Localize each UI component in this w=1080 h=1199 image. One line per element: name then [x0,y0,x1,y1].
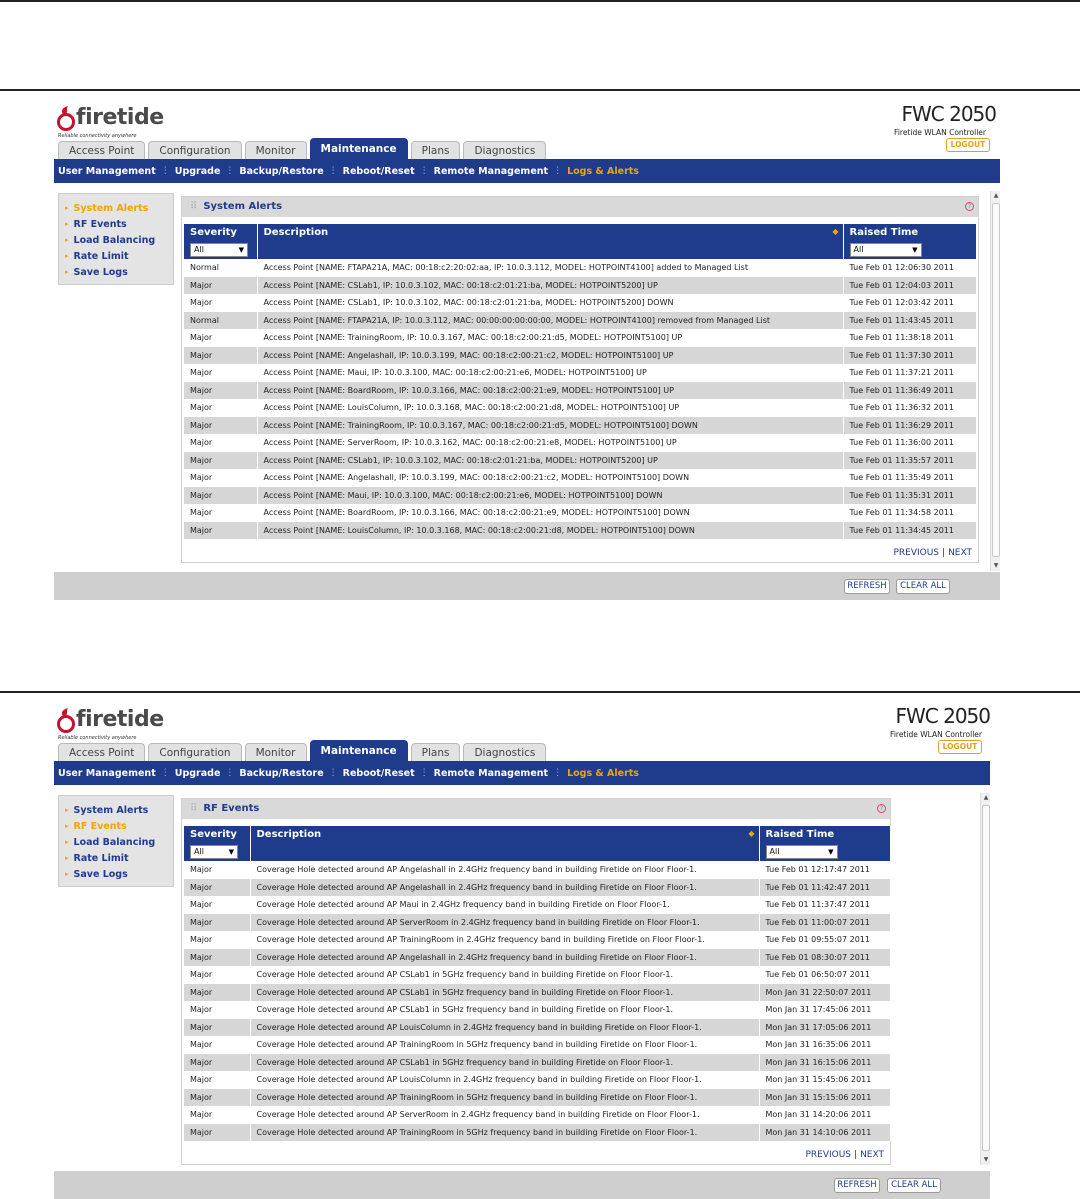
menu-label: System Alerts [73,202,149,214]
description-cell: Access Point [NAME: LouisColumn, IP: 10.0.3.168, MAC: 00:18:c2:00:21:d8, MODEL: HOTPOINT5100] DOWN [257,522,843,540]
dropdown-arrow-icon: ▼ [238,245,244,254]
next-link[interactable]: NEXT [948,548,972,558]
refresh-button[interactable]: REFRESH [844,579,890,594]
help-icon[interactable]: ? [965,202,974,211]
flame-logo-icon [56,106,76,132]
product-name: FWC 2050 [895,704,990,728]
description-cell: Coverage Hole detected around AP LouisColumn in 2.4GHz frequency band in building Firetide on Floor Floor-1. [250,1019,759,1037]
menu-save-logs[interactable] [59,866,173,882]
menu-system-alerts[interactable] [59,802,173,818]
table-row[interactable] [184,259,976,277]
menu-rf-events[interactable] [59,818,173,834]
table-row[interactable] [184,364,976,382]
severity-cell: Major [184,329,257,347]
description-cell: Coverage Hole detected around AP Angelashall in 2.4GHz frequency band in building Firetide on Floor Floor-1. [250,879,759,897]
tab-access-point[interactable]: Access Point [58,141,145,160]
scroll-thumb[interactable] [992,203,1000,557]
subnav-backup-restore[interactable]: Backup/Restore [239,165,324,177]
table-row[interactable] [184,861,890,879]
table-row[interactable] [184,522,976,540]
column-header-label: Description [256,828,322,840]
arrow-right-icon: ▸ [65,838,69,846]
dropdown-arrow-icon: ▼ [228,847,234,856]
filter-row [184,842,890,861]
subnav-reboot-reset[interactable]: Reboot/Reset [342,165,415,177]
table-row[interactable] [184,1106,890,1124]
menu-save-logs[interactable] [59,264,173,280]
refresh-button[interactable]: REFRESH [834,1178,880,1193]
column-header-label: Description [263,226,329,238]
severity-cell: Major [184,949,250,967]
table-row[interactable] [184,382,976,400]
subnav-upgrade[interactable]: Upgrade [174,165,221,177]
table-row[interactable] [184,294,976,312]
alerts-panel [181,196,979,563]
severity-cell: Major [184,417,257,435]
arrow-right-icon: ▸ [65,252,69,260]
table-row[interactable] [184,329,976,347]
pager-separator: | [854,1150,858,1160]
severity-cell: Major [184,1019,250,1037]
table-row[interactable] [184,1036,890,1054]
subnav-separator: ⋮ [160,768,170,778]
filter-cell [257,240,843,259]
severity-cell: Major [184,364,257,382]
severity-filter-select[interactable] [190,845,238,859]
arrow-right-icon: ▸ [65,236,69,244]
raised-time-cell: Mon Jan 31 15:15:06 2011 [759,1089,890,1107]
table-row[interactable] [184,277,976,295]
arrow-right-icon: ▸ [65,854,69,862]
raised-time-cell: Tue Feb 01 11:36:29 2011 [843,417,976,435]
select-value: All [194,244,204,254]
raised-time-cell: Tue Feb 01 12:04:03 2011 [843,277,976,295]
drag-grip-icon: ⠿ [190,201,198,212]
column-header-raised-time[interactable]: Raised Time [843,224,976,240]
scroll-up-icon[interactable]: ▲ [993,192,999,199]
severity-cell: Major [184,434,257,452]
severity-cell: Major [184,931,250,949]
raised-time-cell: Mon Jan 31 14:20:06 2011 [759,1106,890,1124]
severity-cell: Normal [184,312,257,330]
description-cell: Access Point [NAME: TrainingRoom, IP: 10.0.3.167, MAC: 00:18:c2:00:21:d5, MODEL: HOTPOINT5100] DOWN [257,417,843,435]
tab-plans[interactable]: Plans [411,141,461,160]
tab-plans[interactable]: Plans [411,743,461,762]
menu-system-alerts[interactable] [59,200,173,216]
table-row[interactable] [184,984,890,1002]
description-cell: Access Point [NAME: TrainingRoom, IP: 10.0.3.167, MAC: 00:18:c2:00:21:d5, MODEL: HOTPOINT5100] UP [257,329,843,347]
description-cell: Access Point [NAME: LouisColumn, IP: 10.0.3.168, MAC: 00:18:c2:00:21:d8, MODEL: HOTPOINT5100] UP [257,399,843,417]
divider-middle-2 [0,691,1080,693]
menu-rate-limit[interactable] [59,248,173,264]
severity-cell: Major [184,966,250,984]
scroll-up-icon[interactable]: ▲ [983,794,989,801]
table-row[interactable] [184,1071,890,1089]
menu-rate-limit[interactable] [59,850,173,866]
raised-time-cell: Tue Feb 01 11:36:32 2011 [843,399,976,417]
table-row[interactable] [184,487,976,505]
column-header-description[interactable] [250,826,759,842]
main-tabs [58,738,549,762]
divider-middle-1 [0,89,1080,91]
subnav-separator: ⋮ [419,768,429,778]
product-subtitle: Firetide WLAN Controller [890,730,982,739]
table-row[interactable] [184,879,890,897]
severity-cell: Normal [184,259,257,277]
description-cell: Access Point [NAME: FTAPA21A, MAC: 00:18:c2:20:02:aa, IP: 10.0.3.112, MODEL: HOTPOINT4100] added to Managed List [257,259,843,277]
severity-filter-select[interactable] [190,243,248,257]
raised-time-cell: Tue Feb 01 11:36:00 2011 [843,434,976,452]
logo-wordmark: firetide [76,105,164,130]
subnav-separator: ⋮ [419,166,429,176]
subnav-user-management[interactable]: User Management [58,767,156,779]
left-menu [58,193,174,285]
description-cell: Coverage Hole detected around AP LouisColumn in 2.4GHz frequency band in building Firetide on Floor Floor-1. [250,1071,759,1089]
subnav-separator: ⋮ [160,166,170,176]
tab-configuration[interactable]: Configuration [148,743,241,762]
table-row[interactable] [184,1019,890,1037]
menu-label: RF Events [73,820,127,832]
table-row[interactable] [184,966,890,984]
clear-all-button[interactable]: CLEAR ALL [896,579,950,594]
subnav-separator: ⋮ [225,768,235,778]
raised-time-cell: Tue Feb 01 11:42:47 2011 [759,879,890,897]
table-row[interactable] [184,504,976,522]
severity-cell: Major [184,382,257,400]
severity-cell: Major [184,347,257,365]
menu-label: Load Balancing [73,836,156,848]
alerts-table [184,224,977,539]
table-row[interactable] [184,312,976,330]
severity-cell: Major [184,914,250,932]
raised-time-cell: Tue Feb 01 12:17:47 2011 [759,861,890,879]
raised-time-cell: Tue Feb 01 12:03:42 2011 [843,294,976,312]
severity-cell: Major [184,879,250,897]
menu-label: Rate Limit [73,250,129,262]
description-cell: Access Point [NAME: Angelashall, IP: 10.0.3.199, MAC: 00:18:c2:00:21:c2, MODEL: HOTPOINT5100] UP [257,347,843,365]
logo-tagline: Reliable connectivity anywhere [58,133,137,139]
severity-cell: Major [184,277,257,295]
severity-cell: Major [184,452,257,470]
table-row[interactable] [184,347,976,365]
raised-time-filter-select[interactable] [850,243,922,257]
raised-time-cell: Tue Feb 01 11:36:49 2011 [843,382,976,400]
menu-label: RF Events [73,218,127,230]
scroll-down-icon[interactable]: ▼ [993,562,999,569]
arrow-right-icon: ▸ [65,870,69,878]
footer-bar [54,1171,990,1199]
filter-cell [843,240,976,259]
main-tabs [58,136,549,160]
menu-rf-events[interactable] [59,216,173,232]
logo-tagline: Reliable connectivity anywhere [58,735,137,741]
column-header-raised-time[interactable]: Raised Time [759,826,890,842]
previous-link[interactable]: PREVIOUS [893,548,940,558]
subnav-separator: ⋮ [328,768,338,778]
severity-cell: Major [184,896,250,914]
description-cell: Coverage Hole detected around AP Angelashall in 2.4GHz frequency band in building Firetide on Floor Floor-1. [250,949,759,967]
menu-label: Load Balancing [73,234,156,246]
severity-cell: Major [184,1036,250,1054]
raised-time-cell: Tue Feb 01 11:00:07 2011 [759,914,890,932]
menu-load-balancing[interactable] [59,232,173,248]
select-value: All [194,846,204,856]
raised-time-cell: Mon Jan 31 16:35:06 2011 [759,1036,890,1054]
panel-title-text: RF Events [203,803,260,814]
arrow-right-icon: ▸ [65,806,69,814]
arrow-right-icon: ▸ [65,204,69,212]
subnav-separator: ⋮ [328,166,338,176]
flame-logo-icon [56,708,76,734]
tab-configuration[interactable]: Configuration [148,141,241,160]
severity-cell: Major [184,469,257,487]
table-row[interactable] [184,1054,890,1072]
description-cell: Coverage Hole detected around AP CSLab1 in 5GHz frequency band in building Firetide on Floor Floor-1. [250,984,759,1002]
raised-time-cell: Tue Feb 01 11:37:30 2011 [843,347,976,365]
select-value: All [853,244,864,254]
help-icon[interactable]: ? [877,804,886,813]
arrow-right-icon: ▸ [65,268,69,276]
raised-time-cell: Tue Feb 01 11:34:45 2011 [843,522,976,540]
subnav-upgrade[interactable]: Upgrade [174,767,221,779]
panel-title [182,799,890,819]
description-cell: Access Point [NAME: BoardRoom, IP: 10.0.3.166, MAC: 00:18:c2:00:21:e9, MODEL: HOTPOINT5100] DOWN [257,504,843,522]
logo-wordmark: firetide [76,707,164,732]
panel-title-text: System Alerts [203,201,283,212]
raised-time-cell: Tue Feb 01 11:43:45 2011 [843,312,976,330]
screenshot-system-alerts [54,98,1000,601]
table-row[interactable] [184,949,890,967]
raised-time-cell: Tue Feb 01 11:35:57 2011 [843,452,976,470]
raised-time-cell: Tue Feb 01 11:38:18 2011 [843,329,976,347]
logout-button[interactable]: LOGOUT [938,740,982,754]
divider-top [0,0,1080,2]
select-value: All [769,846,780,856]
subnav-remote-management[interactable]: Remote Management [433,165,549,177]
filter-cell [759,842,890,861]
description-cell: Access Point [NAME: ServerRoom, IP: 10.0.3.162, MAC: 00:18:c2:00:21:e8, MODEL: HOTPOINT5100] UP [257,434,843,452]
panel-title [182,197,978,217]
column-header-description[interactable] [257,224,843,240]
subnav-remote-management[interactable]: Remote Management [433,767,549,779]
description-cell: Access Point [NAME: Maui, IP: 10.0.3.100, MAC: 00:18:c2:00:21:e6, MODEL: HOTPOINT5100] DOWN [257,487,843,505]
product-subtitle: Firetide WLAN Controller [894,128,986,137]
subnav-backup-restore[interactable]: Backup/Restore [239,767,324,779]
arrow-right-icon: ▸ [65,822,69,830]
raised-time-cell: Tue Feb 01 11:37:47 2011 [759,896,890,914]
subnav-separator: ⋮ [553,768,563,778]
table-row[interactable] [184,399,976,417]
description-cell: Coverage Hole detected around AP Maui in 2.4GHz frequency band in building Firetide on Floor Floor-1. [250,896,759,914]
raised-time-cell: Mon Jan 31 17:05:06 2011 [759,1019,890,1037]
subnav-separator: ⋮ [553,166,563,176]
table-row[interactable] [184,452,976,470]
table-row[interactable] [184,1124,890,1142]
tab-diagnostics[interactable]: Diagnostics [463,141,546,160]
tab-monitor[interactable]: Monitor [245,141,307,160]
severity-cell: Major [184,1054,250,1072]
sub-navigation [54,159,1000,183]
drag-grip-icon: ⠿ [190,803,198,814]
menu-label: Save Logs [73,868,128,880]
tab-maintenance[interactable]: Maintenance [310,740,408,762]
scroll-thumb[interactable] [982,805,990,1151]
filter-row [184,240,976,259]
description-cell: Access Point [NAME: Angelashall, IP: 10.0.3.199, MAC: 00:18:c2:00:21:c2, MODEL: HOTPOINT5100] DOWN [257,469,843,487]
tab-diagnostics[interactable]: Diagnostics [463,743,546,762]
raised-time-cell: Tue Feb 01 08:30:07 2011 [759,949,890,967]
raised-time-cell: Mon Jan 31 16:15:06 2011 [759,1054,890,1072]
table-row[interactable] [184,1001,890,1019]
description-cell: Access Point [NAME: CSLab1, IP: 10.0.3.102, MAC: 00:18:c2:01:21:ba, MODEL: HOTPOINT5200] DOWN [257,294,843,312]
raised-time-cell: Tue Feb 01 11:35:31 2011 [843,487,976,505]
table-row[interactable] [184,931,890,949]
raised-time-cell: Mon Jan 31 17:45:06 2011 [759,1001,890,1019]
previous-link[interactable]: PREVIOUS [805,1150,852,1160]
menu-label: Rate Limit [73,852,129,864]
raised-time-cell: Tue Feb 01 09:55:07 2011 [759,931,890,949]
dropdown-arrow-icon: ▼ [912,245,918,254]
filter-cell [184,842,250,861]
description-cell: Access Point [NAME: Maui, IP: 10.0.3.100, MAC: 00:18:c2:00:21:e6, MODEL: HOTPOINT5100] UP [257,364,843,382]
subnav-user-management[interactable]: User Management [58,165,156,177]
subnav-reboot-reset[interactable]: Reboot/Reset [342,767,415,779]
raised-time-cell: Tue Feb 01 06:50:07 2011 [759,966,890,984]
table-row[interactable] [184,434,976,452]
subnav-logs-alerts[interactable]: Logs & Alerts [567,165,639,177]
raised-time-cell: Mon Jan 31 22:50:07 2011 [759,984,890,1002]
raised-time-filter-select[interactable] [766,845,838,859]
description-cell: Coverage Hole detected around AP TrainingRoom in 5GHz frequency band in building Firetide on Floor Floor-1. [250,1036,759,1054]
severity-cell: Major [184,522,257,540]
logout-button[interactable]: LOGOUT [946,138,990,152]
severity-cell: Major [184,487,257,505]
tab-maintenance[interactable]: Maintenance [310,138,408,160]
product-name: FWC 2050 [901,102,996,126]
filter-cell [250,842,759,861]
severity-cell: Major [184,504,257,522]
pager-separator: | [942,548,946,558]
table-row[interactable] [184,914,890,932]
pager [805,1150,884,1160]
scroll-down-icon[interactable]: ▼ [983,1156,989,1163]
description-cell: Access Point [NAME: CSLab1, IP: 10.0.3.102, MAC: 00:18:c2:01:21:ba, MODEL: HOTPOINT5200] UP [257,277,843,295]
description-cell: Coverage Hole detected around AP CSLab1 in 5GHz frequency band in building Firetide on Floor Floor-1. [250,966,759,984]
severity-cell: Major [184,399,257,417]
next-link[interactable]: NEXT [860,1150,884,1160]
raised-time-cell: Mon Jan 31 14:10:06 2011 [759,1124,890,1142]
rf-events-table [184,826,891,1141]
raised-time-cell: Tue Feb 01 11:34:58 2011 [843,504,976,522]
subnav-separator: ⋮ [225,166,235,176]
description-cell: Access Point [NAME: BoardRoom, IP: 10.0.3.166, MAC: 00:18:c2:00:21:e9, MODEL: HOTPOINT5100] UP [257,382,843,400]
column-header-severity[interactable]: Severity [184,224,257,240]
raised-time-cell: Tue Feb 01 11:35:49 2011 [843,469,976,487]
pager [893,548,972,558]
footer-bar [54,572,1000,600]
severity-cell: Major [184,1001,250,1019]
menu-label: System Alerts [73,804,149,816]
table-row[interactable] [184,1089,890,1107]
screenshot-rf-events [54,700,1000,1199]
severity-cell: Major [184,861,250,879]
table-row[interactable] [184,469,976,487]
raised-time-cell: Tue Feb 01 11:37:21 2011 [843,364,976,382]
sort-icon[interactable]: ◆ [832,227,839,236]
table-row[interactable] [184,417,976,435]
tab-access-point[interactable]: Access Point [58,743,145,762]
severity-cell: Major [184,1089,250,1107]
vertical-scrollbar[interactable] [990,191,1000,571]
raised-time-cell: Mon Jan 31 15:45:06 2011 [759,1071,890,1089]
description-cell: Coverage Hole detected around AP ServerRoom in 2.4GHz frequency band in building Firetide on Floor Floor-1. [250,1106,759,1124]
description-cell: Coverage Hole detected around AP CSLab1 in 5GHz frequency band in building Firetide on Floor Floor-1. [250,1054,759,1072]
column-header-severity[interactable]: Severity [184,826,250,842]
left-menu [58,795,174,887]
arrow-right-icon: ▸ [65,220,69,228]
severity-cell: Major [184,1106,250,1124]
clear-all-button[interactable]: CLEAR ALL [887,1178,941,1193]
description-cell: Coverage Hole detected around AP Angelashall in 2.4GHz frequency band in building Firetide on Floor Floor-1. [250,861,759,879]
raised-time-cell: Tue Feb 01 12:06:30 2011 [843,259,976,277]
description-cell: Coverage Hole detected around AP CSLab1 in 5GHz frequency band in building Firetide on Floor Floor-1. [250,1001,759,1019]
description-cell: Coverage Hole detected around AP TrainingRoom in 2.4GHz frequency band in building Firetide on Floor Floor-1. [250,931,759,949]
sub-navigation [54,761,990,785]
description-cell: Access Point [NAME: FTAPA21A, IP: 10.0.3.112, MAC: 00:00:00:00:00:00, MODEL: HOTPOINT4100] removed from Managed List [257,312,843,330]
filter-cell [184,240,257,259]
severity-cell: Major [184,1071,250,1089]
sort-icon[interactable]: ◆ [748,829,755,838]
description-cell: Coverage Hole detected around AP ServerRoom in 2.4GHz frequency band in building Firetide on Floor Floor-1. [250,914,759,932]
menu-label: Save Logs [73,266,128,278]
severity-cell: Major [184,1124,250,1142]
subnav-logs-alerts[interactable]: Logs & Alerts [567,767,639,779]
rf-events-panel [181,798,891,1165]
severity-cell: Major [184,984,250,1002]
severity-cell: Major [184,294,257,312]
tab-monitor[interactable]: Monitor [245,743,307,762]
menu-load-balancing[interactable] [59,834,173,850]
dropdown-arrow-icon: ▼ [828,847,834,856]
description-cell: Coverage Hole detected around AP TrainingRoom in 5GHz frequency band in building Firetide on Floor Floor-1. [250,1089,759,1107]
description-cell: Access Point [NAME: CSLab1, IP: 10.0.3.102, MAC: 00:18:c2:01:21:ba, MODEL: HOTPOINT5200] UP [257,452,843,470]
description-cell: Coverage Hole detected around AP TrainingRoom in 5GHz frequency band in building Firetide on Floor Floor-1. [250,1124,759,1142]
table-row[interactable] [184,896,890,914]
vertical-scrollbar[interactable] [980,793,990,1165]
